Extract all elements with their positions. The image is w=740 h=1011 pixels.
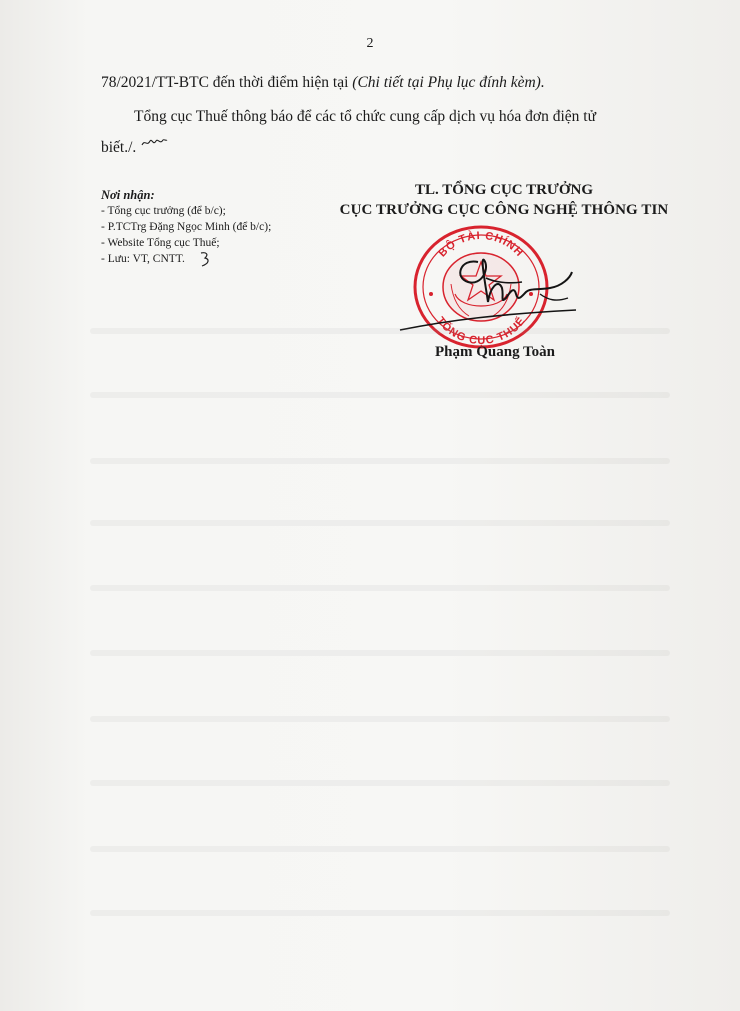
page-number: 2 xyxy=(366,36,374,51)
clerk-initial-mark xyxy=(198,250,214,268)
bleed-through-line xyxy=(90,458,670,464)
body-line-1 xyxy=(101,74,545,92)
recipient-item: - Lưu: VT, CNTT. xyxy=(101,253,185,265)
recipients-title: Nơi nhận: xyxy=(101,188,155,202)
bleed-through-line xyxy=(90,716,670,722)
bleed-through-line xyxy=(90,780,670,786)
signature-block xyxy=(320,180,688,220)
bleed-through-line xyxy=(90,910,670,916)
signature-title-line-2: CỤC TRƯỞNG CỤC CÔNG NGHỆ THÔNG TIN xyxy=(339,202,669,218)
svg-text:TỔNG CỤC THUẾ: TỔNG CỤC THUẾ xyxy=(433,314,529,348)
recipient-item: - P.TCTrg Đặng Ngọc Minh (để b/c); xyxy=(101,221,272,233)
bleed-through-line xyxy=(90,520,670,526)
recipient-item: - Tổng cục trưởng (để b/c); xyxy=(101,205,226,217)
body-line-2: Tổng cục Thuế thông báo để các tổ chức cung cấp dịch vụ hóa đơn điện tử xyxy=(134,108,597,125)
appendix-note: (Chi tiết tại Phụ lục đính kèm). xyxy=(352,74,545,91)
bleed-through-line xyxy=(90,328,670,334)
recipients-list xyxy=(101,187,271,267)
signature-title-line-1: TL. TỔNG CỤC TRƯỞNG xyxy=(414,182,594,198)
bleed-through-line xyxy=(90,846,670,852)
recipient-item: - Website Tổng cục Thuế; xyxy=(101,237,220,249)
body-line-1-text: 78/2021/TT-BTC đến thời điểm hiện tại xyxy=(101,74,353,91)
bleed-through-line xyxy=(90,650,670,656)
body-line-3: biết./. xyxy=(101,139,137,156)
svg-text:BỘ TÀI CHÍNH: BỘ TÀI CHÍNH xyxy=(436,229,526,260)
bleed-through-line xyxy=(90,585,670,591)
signer-name: Phạm Quang Toàn xyxy=(434,344,556,360)
initial-scribble-mark xyxy=(140,135,168,149)
bleed-through-line xyxy=(90,392,670,398)
handwritten-signature xyxy=(390,248,590,338)
